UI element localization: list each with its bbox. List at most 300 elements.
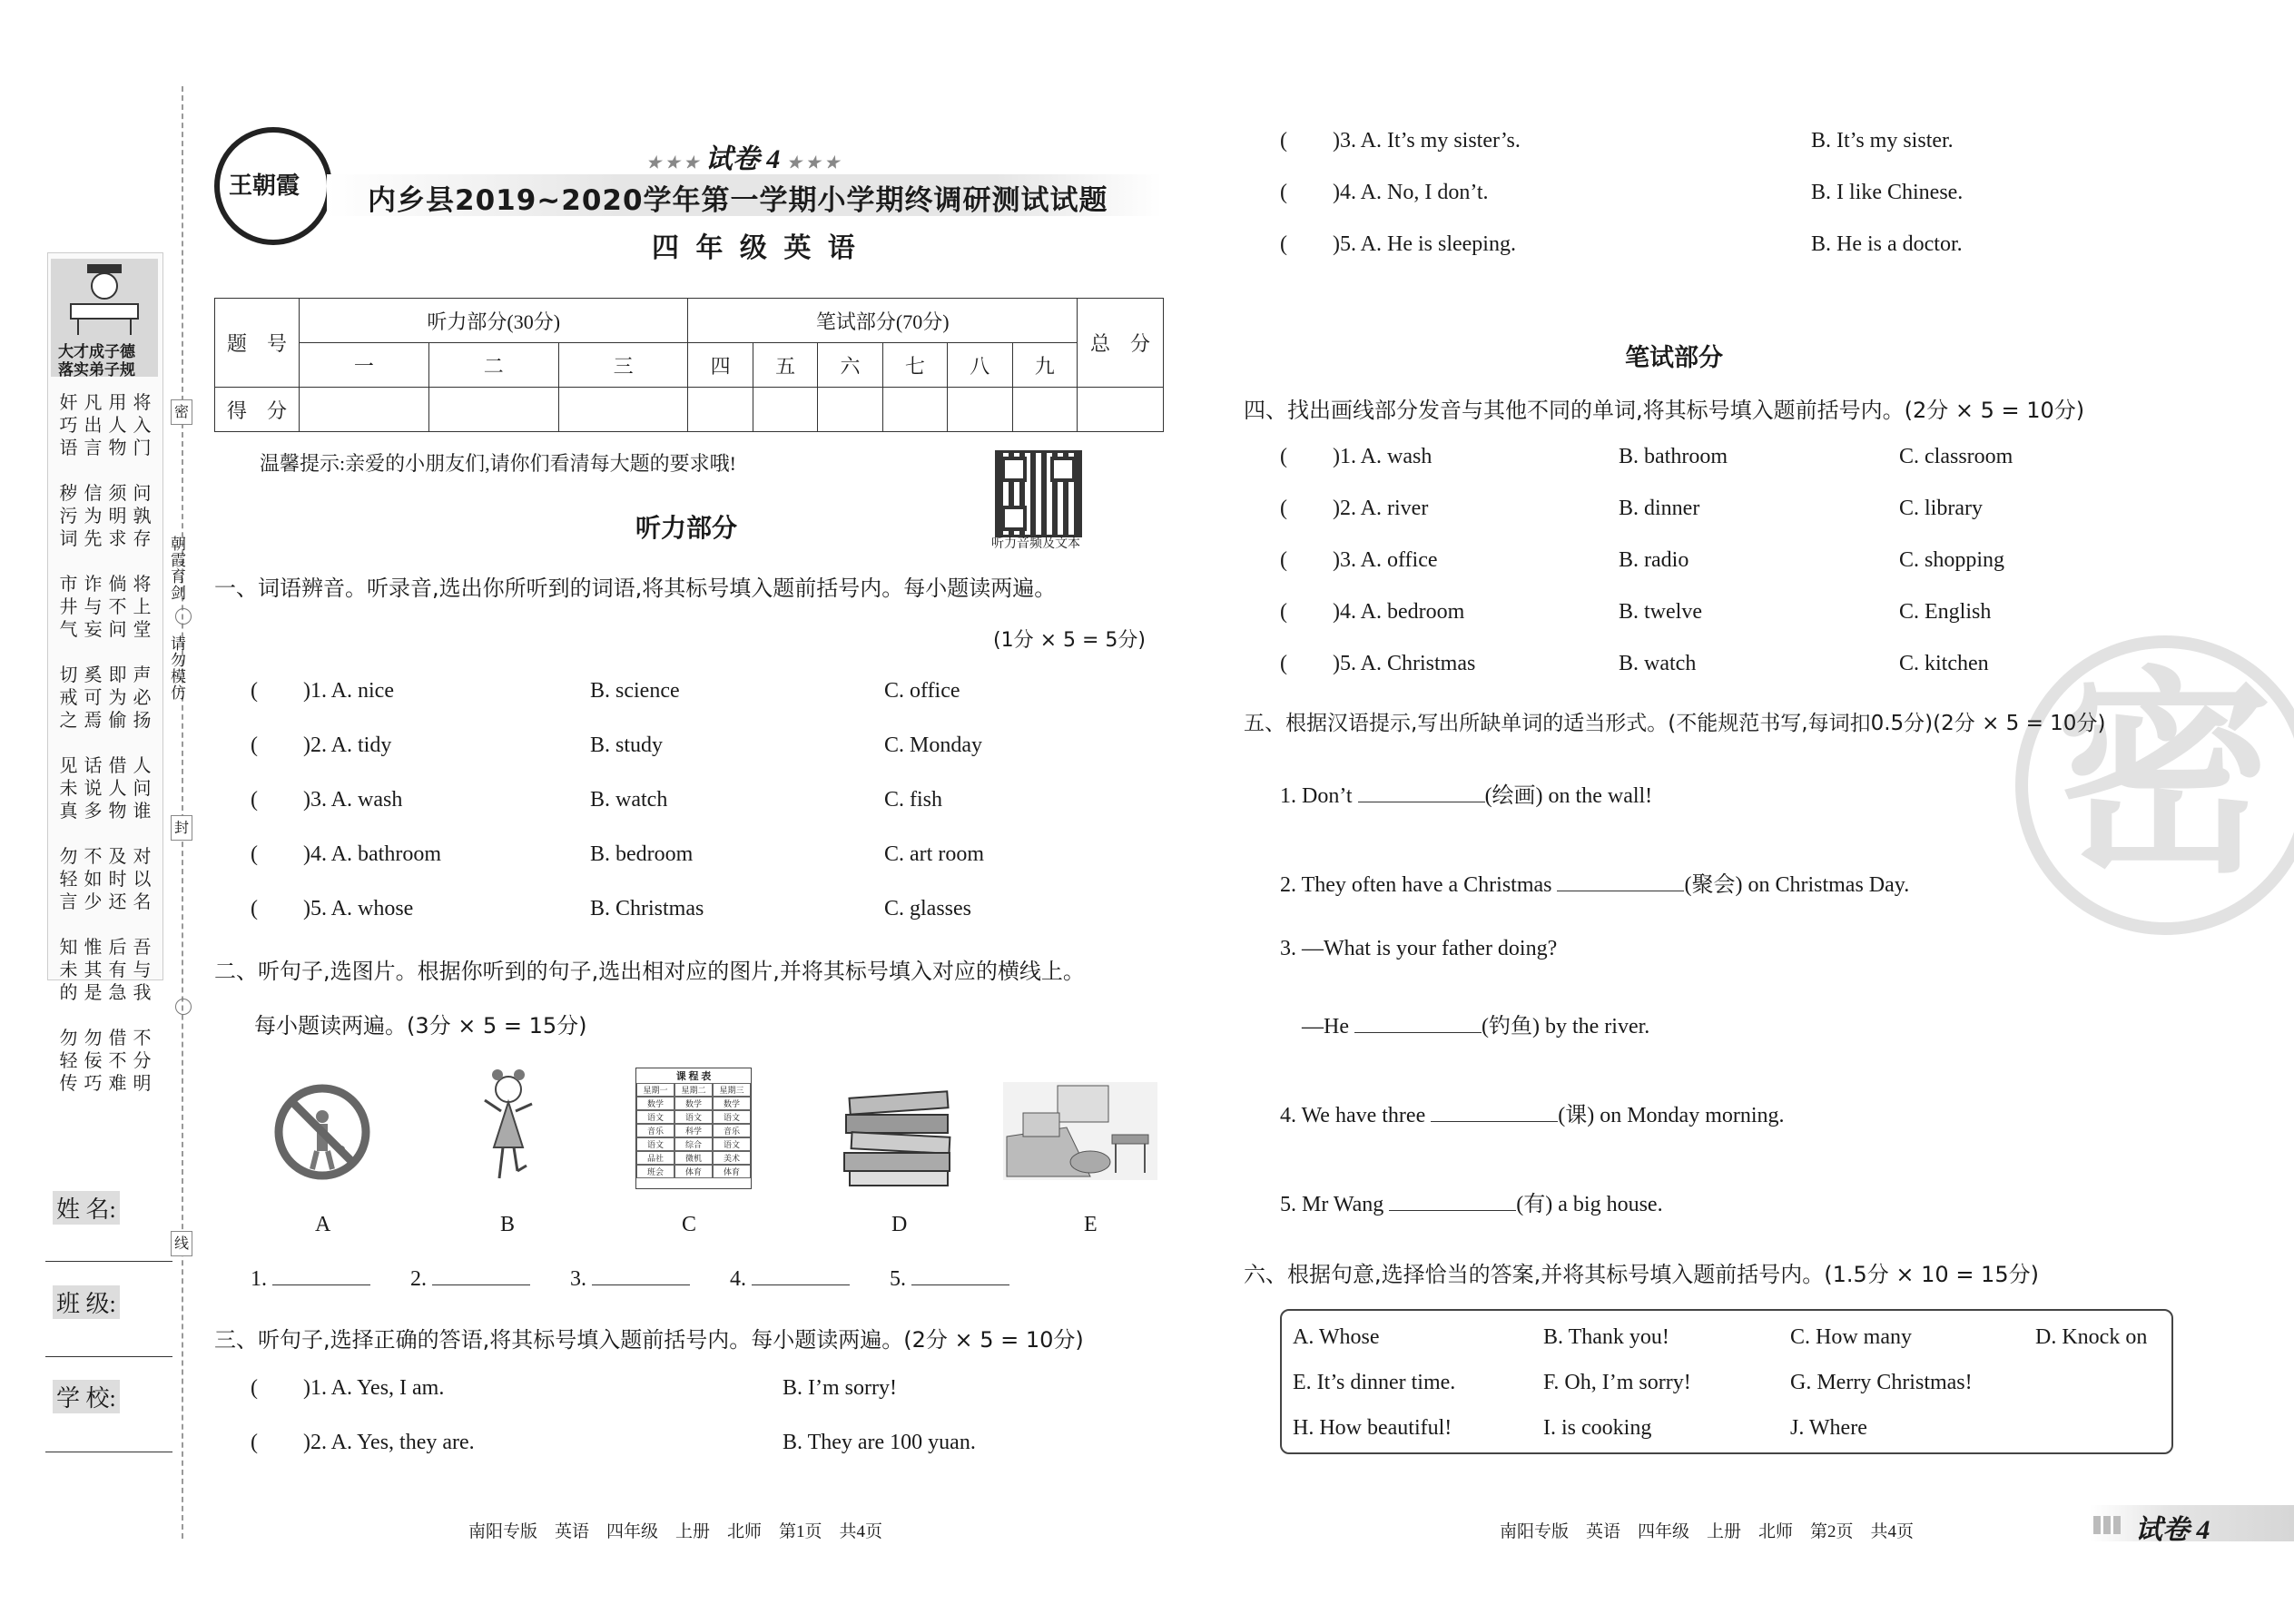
motto-char: 人 bbox=[108, 779, 127, 799]
picture-label: C bbox=[682, 1213, 697, 1236]
option-a: )3. A. office bbox=[1333, 548, 1438, 572]
motto-char: 人 bbox=[133, 756, 152, 776]
writing-score-header: 笔试部分(70分) bbox=[688, 299, 1078, 343]
section-number: 六 bbox=[818, 343, 882, 388]
motto-char: 见 bbox=[59, 756, 78, 776]
section-number: 一 bbox=[300, 343, 429, 388]
motto-char: 市 bbox=[59, 575, 78, 595]
motto-char: 之 bbox=[59, 711, 78, 731]
option-c: C. classroom bbox=[1899, 445, 2013, 468]
motto-char bbox=[105, 733, 130, 755]
word-option: A. Whose bbox=[1293, 1325, 1380, 1349]
score-row-label: 得 分 bbox=[215, 388, 300, 432]
motto-char bbox=[56, 914, 81, 937]
motto-char: 求 bbox=[108, 529, 127, 549]
section-number: 八 bbox=[948, 343, 1012, 388]
motto-char: 是 bbox=[84, 983, 103, 1003]
sec3-item bbox=[251, 1376, 444, 1401]
option-b: B. radio bbox=[1619, 548, 1689, 572]
motto-char bbox=[130, 460, 154, 483]
motto-char: 其 bbox=[84, 960, 103, 980]
option-a: )5. A. Christmas bbox=[1333, 652, 1476, 675]
motto-char: 佞 bbox=[84, 1051, 103, 1071]
motto-char: 巧 bbox=[84, 1074, 103, 1094]
blank-line[interactable] bbox=[592, 1284, 690, 1285]
option-a: )5. A. He is sleeping. bbox=[1333, 232, 1516, 256]
motto-char: 诈 bbox=[84, 575, 103, 595]
motto-char: 说 bbox=[84, 779, 103, 799]
scholar-illustration-icon bbox=[51, 259, 158, 339]
option-a: )1. A. nice bbox=[303, 679, 394, 703]
option-b: B. I’m sorry! bbox=[783, 1376, 897, 1400]
motto-char: 声 bbox=[133, 665, 152, 685]
motto-char: 气 bbox=[59, 620, 78, 640]
motto-char: 凡 bbox=[84, 393, 103, 413]
motto-char: 我 bbox=[133, 983, 152, 1003]
secret-watermark bbox=[2015, 635, 2294, 935]
motto-char: 不 bbox=[108, 1051, 127, 1071]
motto-char: 对 bbox=[133, 847, 152, 867]
motto-char bbox=[130, 733, 154, 755]
q2-suffix: (聚会) on Christmas Day. bbox=[1684, 873, 1910, 897]
motto-char bbox=[105, 1005, 130, 1028]
sec1-item bbox=[251, 842, 441, 867]
motto-char: 谁 bbox=[133, 802, 152, 822]
blank-number: 2. bbox=[410, 1267, 427, 1291]
score-col-label: 题 号 bbox=[215, 299, 300, 388]
option-a: )2. A. tidy bbox=[303, 733, 392, 757]
timetable-cell: 微机 bbox=[674, 1151, 713, 1165]
motto-char: 妄 bbox=[84, 620, 103, 640]
option-a: )5. A. whose bbox=[303, 897, 414, 920]
score-cell[interactable] bbox=[688, 388, 753, 432]
series-label: 试卷 4 bbox=[704, 144, 781, 174]
motto-char: 堂 bbox=[133, 620, 152, 640]
option-c: C. shopping bbox=[1899, 548, 2005, 572]
option-b: B. study bbox=[590, 733, 664, 757]
q1-prefix: 1. Don’t bbox=[1280, 784, 1353, 808]
motto-char: 问 bbox=[133, 484, 152, 504]
motto-char: 知 bbox=[59, 938, 78, 958]
motto-char: 以 bbox=[133, 870, 152, 890]
motto-char bbox=[105, 914, 130, 937]
motto-char bbox=[105, 823, 130, 846]
timetable-cell: 综合 bbox=[674, 1137, 713, 1151]
motto-char: 难 bbox=[108, 1074, 127, 1094]
option-b: B. He is a doctor. bbox=[1811, 232, 1963, 256]
motto-char: 多 bbox=[84, 802, 103, 822]
side-note-2: 请勿模仿 bbox=[168, 635, 185, 701]
option-a: )4. A. bedroom bbox=[1333, 600, 1465, 624]
motto-char bbox=[130, 642, 154, 664]
timetable-cell: 班会 bbox=[636, 1165, 674, 1178]
motto-char: 问 bbox=[133, 779, 152, 799]
motto-char: 为 bbox=[84, 507, 103, 527]
answer-paren[interactable]: ( bbox=[251, 1431, 258, 1454]
score-cell[interactable] bbox=[753, 388, 817, 432]
option-c: C. Monday bbox=[884, 733, 982, 757]
option-b: B. It’s my sister. bbox=[1811, 129, 1954, 153]
motto-char: 与 bbox=[84, 597, 103, 617]
timetable-cell: 数学 bbox=[713, 1097, 751, 1110]
answer-paren[interactable]: ( bbox=[251, 842, 258, 866]
sec2-title-line2: 每小题读两遍。(3分 × 5 = 15分) bbox=[254, 1013, 587, 1038]
total-score-cell[interactable] bbox=[1078, 388, 1164, 432]
motto-char: 可 bbox=[84, 688, 103, 708]
answer-paren[interactable]: ( bbox=[251, 733, 258, 757]
bedroom-scene-icon bbox=[1003, 1082, 1157, 1180]
motto-char bbox=[81, 1005, 105, 1028]
motto-char: 惟 bbox=[84, 938, 103, 958]
motto-char bbox=[81, 914, 105, 937]
sec3-item bbox=[1280, 181, 1489, 205]
school-input[interactable] bbox=[45, 1451, 172, 1452]
footer-tag: 试卷 4 bbox=[2135, 1515, 2210, 1545]
motto-head-line1: 大才成子德 bbox=[58, 343, 135, 360]
timetable-cell: 数学 bbox=[674, 1097, 713, 1110]
word-option: G. Merry Christmas! bbox=[1790, 1371, 1973, 1394]
option-a: )2. A. river bbox=[1333, 497, 1429, 520]
timetable-grid bbox=[636, 1083, 751, 1178]
option-c: C. fish bbox=[884, 788, 943, 812]
blank-number: 4. bbox=[730, 1267, 746, 1291]
sec5-q3-line1: 3. —What is your father doing? bbox=[1280, 937, 1558, 960]
motto-char: 将 bbox=[133, 393, 152, 413]
word-option: I. is cooking bbox=[1543, 1416, 1652, 1440]
option-b: B. bathroom bbox=[1619, 445, 1728, 468]
answer-paren[interactable]: ( bbox=[1280, 181, 1287, 204]
seal-label-feng: 封 bbox=[171, 815, 192, 841]
option-a: )2. A. Yes, they are. bbox=[303, 1431, 475, 1454]
section-number: 二 bbox=[428, 343, 558, 388]
sec4-item bbox=[1280, 652, 1475, 676]
answer-paren[interactable]: ( bbox=[1280, 497, 1287, 520]
timetable-cell: 品社 bbox=[636, 1151, 674, 1165]
q4-blank[interactable] bbox=[1431, 1121, 1558, 1122]
blank-number: 1. bbox=[251, 1267, 267, 1291]
sec6-title: 六、根据句意,选择恰当的答案,并将其标号填入题前括号内。(1.5分 × 10 = 15分) bbox=[1244, 1262, 2039, 1287]
sec4-title: 四、找出画线部分发音与其他不同的单词,将其标号填入题前括号内。(2分 × 5 = 10分) bbox=[1244, 398, 2085, 423]
motto-char bbox=[56, 733, 81, 755]
motto-char: 急 bbox=[108, 983, 127, 1003]
motto-char: 焉 bbox=[84, 711, 103, 731]
motto-char bbox=[105, 460, 130, 483]
footer-left: 南阳专版 英语 四年级 上册 北师 第1页 共4页 bbox=[468, 1522, 883, 1541]
option-b: B. bedroom bbox=[590, 842, 694, 866]
total-score-header: 总 分 bbox=[1078, 299, 1164, 388]
answer-paren[interactable]: ( bbox=[1280, 445, 1287, 468]
class-label: 班 级: bbox=[53, 1285, 120, 1319]
picture-label: E bbox=[1084, 1213, 1098, 1236]
answer-paren[interactable]: ( bbox=[1280, 548, 1287, 572]
section-number: 三 bbox=[558, 343, 688, 388]
motto-char bbox=[56, 551, 81, 574]
score-cell[interactable] bbox=[428, 388, 558, 432]
motto-char: 轻 bbox=[59, 1051, 78, 1071]
picture-answer-blank bbox=[410, 1267, 530, 1292]
option-a: )3. A. It’s my sister’s. bbox=[1333, 129, 1521, 153]
motto-char bbox=[81, 642, 105, 664]
motto-char: 及 bbox=[108, 847, 127, 867]
no-littering-sign-icon bbox=[272, 1082, 372, 1182]
option-b: B. They are 100 yuan. bbox=[783, 1431, 976, 1454]
option-b: B. twelve bbox=[1619, 600, 1702, 624]
answer-paren[interactable]: ( bbox=[251, 788, 258, 812]
sec5-q4 bbox=[1280, 1097, 1785, 1128]
timetable-cell: 语文 bbox=[674, 1110, 713, 1124]
motto-char: 语 bbox=[59, 438, 78, 458]
sec1-item bbox=[251, 788, 402, 812]
motto-text-block bbox=[56, 392, 154, 1094]
side-note-1: 朝霞育剑 bbox=[168, 536, 185, 601]
timetable-cell: 语文 bbox=[636, 1110, 674, 1124]
q4-prefix: 4. We have three bbox=[1280, 1104, 1426, 1127]
motto-char: 奚 bbox=[84, 665, 103, 685]
motto-char: 存 bbox=[133, 529, 152, 549]
score-table bbox=[214, 298, 1164, 432]
motto-char: 信 bbox=[84, 484, 103, 504]
option-c: C. office bbox=[884, 679, 960, 703]
motto-char: 少 bbox=[84, 892, 103, 912]
sec5-q5 bbox=[1280, 1186, 1663, 1217]
option-b: B. Christmas bbox=[590, 897, 704, 920]
motto-char bbox=[105, 551, 130, 574]
section-number: 五 bbox=[753, 343, 817, 388]
motto-char: 的 bbox=[59, 983, 78, 1003]
motto-char: 物 bbox=[108, 802, 127, 822]
sec2-title: 二、听句子,选图片。根据你听到的句子,选出相对应的图片,并将其标号填入对应的横线上。 bbox=[214, 959, 1085, 984]
q5-blank[interactable] bbox=[1389, 1210, 1516, 1211]
sec4-item bbox=[1280, 600, 1464, 625]
motto-char: 真 bbox=[59, 802, 78, 822]
motto-char: 不 bbox=[108, 597, 127, 617]
motto-char: 传 bbox=[59, 1074, 78, 1094]
listening-score-header: 听力部分(30分) bbox=[300, 299, 688, 343]
qr-code-icon[interactable] bbox=[995, 450, 1082, 537]
motto-char: 还 bbox=[108, 892, 127, 912]
motto-char bbox=[56, 823, 81, 846]
picture-label: A bbox=[315, 1213, 331, 1236]
motto-char bbox=[56, 460, 81, 483]
motto-char: 人 bbox=[108, 416, 127, 436]
exam-subtitle: 四 年 级 英 语 bbox=[652, 232, 859, 264]
word-option: E. It’s dinner time. bbox=[1293, 1371, 1456, 1394]
answer-paren[interactable]: ( bbox=[251, 679, 258, 703]
sec4-item bbox=[1280, 497, 1428, 521]
picture-label: B bbox=[500, 1213, 516, 1236]
answer-paren[interactable]: ( bbox=[1280, 129, 1287, 153]
option-b: B. watch bbox=[1619, 652, 1697, 675]
exam-title: 内乡县2019~2020学年第一学期小学期终调研测试试题 bbox=[368, 184, 1108, 217]
picture-answer-blank bbox=[890, 1267, 1009, 1292]
option-b: B. watch bbox=[590, 788, 668, 812]
motto-char: 问 bbox=[108, 620, 127, 640]
qr-caption: 听力音频及文本 bbox=[991, 537, 1080, 551]
picture-label: D bbox=[891, 1213, 908, 1236]
option-b: B. I like Chinese. bbox=[1811, 181, 1964, 204]
motto-char: 名 bbox=[133, 892, 152, 912]
section-number: 九 bbox=[1012, 343, 1077, 388]
motto-char: 明 bbox=[108, 507, 127, 527]
motto-char bbox=[130, 914, 154, 937]
watermark-char: 密 bbox=[2055, 648, 2274, 902]
listening-heading: 听力部分 bbox=[635, 513, 738, 543]
series-tag: ★ ★ ★ 试卷 4 ★ ★ ★ bbox=[646, 144, 840, 174]
motto-char: 词 bbox=[59, 529, 78, 549]
moon-icon bbox=[175, 608, 192, 625]
timetable-cell: 星期三 bbox=[713, 1083, 751, 1097]
motto-char: 与 bbox=[133, 960, 152, 980]
score-cell[interactable] bbox=[948, 388, 1012, 432]
score-cell[interactable] bbox=[818, 388, 882, 432]
timetable-cell: 语文 bbox=[636, 1137, 674, 1151]
blank-line[interactable] bbox=[272, 1284, 370, 1285]
score-cell[interactable] bbox=[882, 388, 947, 432]
name-input[interactable] bbox=[45, 1260, 172, 1262]
option-a: )1. A. Yes, I am. bbox=[303, 1376, 445, 1400]
blank-number: 3. bbox=[570, 1267, 586, 1291]
motto-char: 倘 bbox=[108, 575, 127, 595]
motto-char: 吾 bbox=[133, 938, 152, 958]
timetable-cell: 音乐 bbox=[713, 1124, 751, 1137]
motto-char: 言 bbox=[59, 892, 78, 912]
timetable-title: 课 程 表 bbox=[675, 1071, 712, 1082]
motto-char: 污 bbox=[59, 507, 78, 527]
timetable-cell: 体育 bbox=[674, 1165, 713, 1178]
score-cell[interactable] bbox=[1012, 388, 1077, 432]
motto-char: 借 bbox=[108, 1029, 127, 1048]
picture-answer-blank bbox=[251, 1267, 370, 1292]
motto-char: 未 bbox=[59, 960, 78, 980]
motto-char: 孰 bbox=[133, 507, 152, 527]
writing-heading: 笔试部分 bbox=[1625, 344, 1723, 372]
timetable-picture bbox=[635, 1068, 752, 1189]
answer-paren[interactable]: ( bbox=[251, 1376, 258, 1400]
motto-char: 不 bbox=[84, 847, 103, 867]
option-a: )1. A. wash bbox=[1333, 445, 1433, 468]
option-c: C. glasses bbox=[884, 897, 971, 920]
dancing-girl-icon bbox=[472, 1064, 545, 1191]
word-option: C. How many bbox=[1790, 1325, 1912, 1349]
motto-char: 先 bbox=[84, 529, 103, 549]
q4-suffix: (课) on Monday morning. bbox=[1558, 1104, 1785, 1127]
logo-text: 王朝霞 bbox=[229, 172, 300, 200]
sec3-item bbox=[1280, 232, 1516, 257]
sec5-q2 bbox=[1280, 866, 1909, 898]
option-c: C. library bbox=[1899, 497, 1983, 520]
sec4-item bbox=[1280, 445, 1432, 469]
blank-line[interactable] bbox=[752, 1284, 850, 1285]
motto-char: 勿 bbox=[59, 1029, 78, 1048]
motto-char: 上 bbox=[133, 597, 152, 617]
motto-char: 戒 bbox=[59, 688, 78, 708]
motto-char bbox=[81, 551, 105, 574]
stack-of-books-icon bbox=[841, 1088, 959, 1189]
motto-char bbox=[81, 460, 105, 483]
motto-char: 井 bbox=[59, 597, 78, 617]
seal-label-xian: 线 bbox=[171, 1231, 192, 1256]
score-cell[interactable] bbox=[300, 388, 429, 432]
sec3-item bbox=[1280, 129, 1521, 153]
word-option: J. Where bbox=[1790, 1416, 1867, 1440]
answer-paren[interactable]: ( bbox=[251, 897, 258, 920]
q3-blank[interactable] bbox=[1354, 1032, 1482, 1033]
motto-char bbox=[130, 551, 154, 574]
option-c: C. English bbox=[1899, 600, 1992, 624]
sec1-item bbox=[251, 897, 413, 921]
word-option: D. Knock on bbox=[2035, 1325, 2148, 1349]
motto-char bbox=[105, 642, 130, 664]
sec3-item bbox=[251, 1431, 475, 1455]
q3-prefix: —He bbox=[1302, 1015, 1349, 1038]
motto-char: 分 bbox=[133, 1051, 152, 1071]
answer-paren[interactable]: ( bbox=[1280, 232, 1287, 256]
motto-char bbox=[56, 642, 81, 664]
motto-char bbox=[81, 823, 105, 846]
motto-char: 有 bbox=[108, 960, 127, 980]
tip-text: 温馨提示:亲爱的小朋友们,请你们看清每大题的要求哦! bbox=[260, 452, 736, 475]
option-a: )4. A. bathroom bbox=[303, 842, 441, 866]
motto-char: 时 bbox=[108, 870, 127, 890]
motto-char: 明 bbox=[133, 1074, 152, 1094]
footer-right: 南阳专版 英语 四年级 上册 北师 第2页 共4页 bbox=[1500, 1522, 1915, 1541]
motto-char: 借 bbox=[108, 756, 127, 776]
answer-paren[interactable]: ( bbox=[1280, 652, 1287, 675]
option-b: B. science bbox=[590, 679, 680, 703]
q5-prefix: 5. Mr Wang bbox=[1280, 1193, 1384, 1216]
motto-char: 后 bbox=[108, 938, 127, 958]
motto-char: 为 bbox=[108, 688, 127, 708]
timetable-cell: 星期二 bbox=[674, 1083, 713, 1097]
sec1-item bbox=[251, 733, 391, 758]
motto-char: 巧 bbox=[59, 416, 78, 436]
option-b: B. dinner bbox=[1619, 497, 1700, 520]
timetable-cell: 语文 bbox=[713, 1110, 751, 1124]
motto-char: 须 bbox=[108, 484, 127, 504]
seal-label-mi: 密 bbox=[171, 399, 192, 425]
picture-answer-blank bbox=[570, 1267, 690, 1292]
class-input[interactable] bbox=[45, 1355, 172, 1357]
option-c: C. art room bbox=[884, 842, 984, 866]
motto-char: 扬 bbox=[133, 711, 152, 731]
motto-char: 不 bbox=[133, 1029, 152, 1048]
motto-char: 勿 bbox=[84, 1029, 103, 1048]
motto-char: 秽 bbox=[59, 484, 78, 504]
answer-paren[interactable]: ( bbox=[1280, 600, 1287, 624]
option-a: )3. A. wash bbox=[303, 788, 403, 812]
sec1-score: (1分 × 5 = 5分) bbox=[993, 629, 1146, 652]
footer-squares-icon bbox=[2093, 1516, 2121, 1534]
score-cell[interactable] bbox=[558, 388, 688, 432]
motto-char bbox=[56, 1005, 81, 1028]
q3-suffix: (钓鱼) by the river. bbox=[1481, 1015, 1650, 1038]
motto-char: 将 bbox=[133, 575, 152, 595]
sec1-title: 一、词语辨音。听录音,选出你所听到的词语,将其标号填入题前括号内。每小题读两遍。 bbox=[214, 576, 1057, 601]
blank-line[interactable] bbox=[911, 1284, 1009, 1285]
motto-char: 轻 bbox=[59, 870, 78, 890]
moon-icon bbox=[175, 999, 192, 1015]
timetable-cell: 音乐 bbox=[636, 1124, 674, 1137]
blank-line[interactable] bbox=[432, 1284, 530, 1285]
word-option: F. Oh, I’m sorry! bbox=[1543, 1371, 1691, 1394]
sec5-q1 bbox=[1280, 777, 1652, 809]
word-option: H. How beautiful! bbox=[1293, 1416, 1452, 1440]
motto-char: 奸 bbox=[59, 393, 78, 413]
timetable-cell: 科学 bbox=[674, 1124, 713, 1137]
section-number: 七 bbox=[882, 343, 947, 388]
timetable-cell: 体育 bbox=[713, 1165, 751, 1178]
motto-head-line2: 落实弟子规 bbox=[58, 361, 135, 379]
